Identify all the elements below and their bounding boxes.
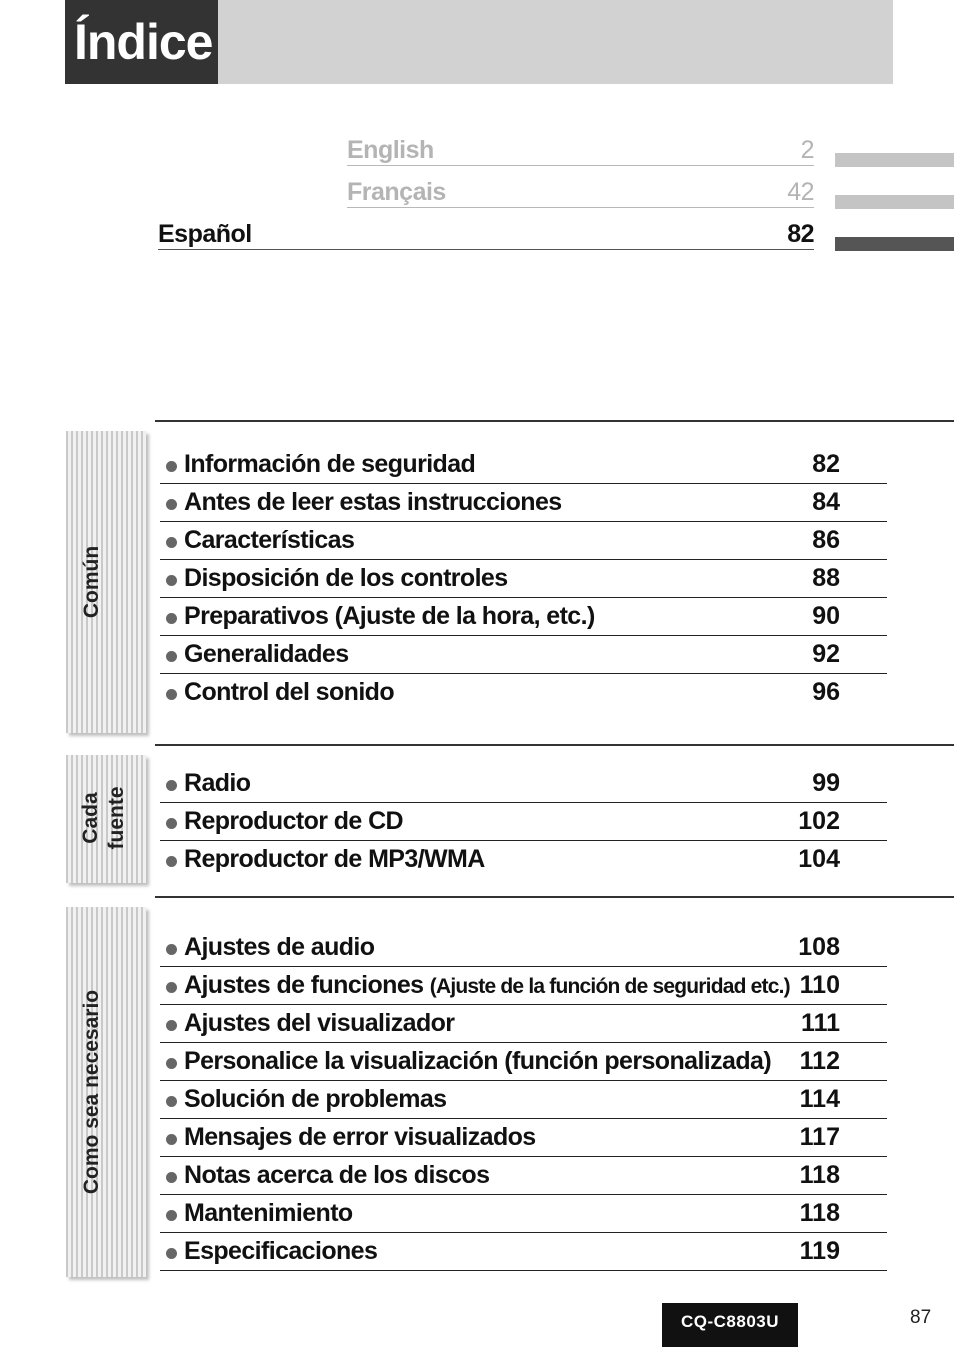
toc-item-title: Control del sonido	[184, 678, 395, 706]
bullet-icon	[166, 613, 177, 624]
toc-item-title: Reproductor de CD	[184, 807, 403, 835]
bullet-icon	[166, 944, 177, 955]
toc-item-title: Especificaciones	[184, 1237, 378, 1265]
toc-item-title: Reproductor de MP3/WMA	[184, 845, 485, 873]
toc-item-page: 102	[798, 807, 840, 835]
toc-item-subtitle: (Ajuste de la función de seguridad etc.)	[429, 975, 790, 998]
bullet-icon	[166, 689, 177, 700]
bullet-icon	[166, 780, 177, 791]
toc-item-page: 88	[812, 564, 840, 592]
language-label: Español	[158, 220, 252, 248]
toc-item-title: Radio	[184, 769, 251, 797]
toc-item[interactable]	[160, 598, 887, 636]
toc-item-page: 82	[812, 450, 840, 478]
toc-item-title: Características	[184, 526, 355, 554]
toc-item[interactable]	[160, 1005, 887, 1043]
page-number: 87	[910, 1307, 932, 1328]
toc-item-title: Ajustes del visualizador	[184, 1009, 455, 1037]
toc-item-page: 84	[812, 488, 840, 516]
language-row-english[interactable]	[347, 136, 814, 166]
toc-item-title: Notas acerca de los discos	[184, 1161, 490, 1189]
language-page: 2	[800, 136, 814, 164]
bullet-icon	[166, 461, 177, 472]
section-label-line: Cada	[79, 792, 102, 844]
language-tab-english	[835, 153, 954, 167]
toc-item-page: 90	[812, 602, 840, 630]
toc-item[interactable]	[160, 1233, 887, 1271]
section-label-line: fuente	[105, 786, 128, 850]
bullet-icon	[166, 537, 177, 548]
toc-item[interactable]	[160, 1157, 887, 1195]
language-label: English	[347, 136, 434, 164]
section-rule	[155, 420, 954, 422]
language-label: Français	[347, 178, 446, 206]
toc-item-page: 118	[799, 1199, 840, 1227]
language-row-espanol[interactable]	[158, 220, 814, 250]
toc-item-title: Personalice la visualización (función personalizada)	[184, 1047, 772, 1075]
section-label-comun: Común	[80, 545, 103, 619]
toc-item[interactable]	[160, 1081, 887, 1119]
toc-item[interactable]	[160, 803, 887, 841]
section-rule	[155, 744, 954, 746]
toc-item[interactable]	[160, 1043, 887, 1081]
bullet-icon	[166, 1020, 177, 1031]
bullet-icon	[166, 1210, 177, 1221]
toc-item[interactable]	[160, 522, 887, 560]
toc-item[interactable]	[160, 484, 887, 522]
model-badge: CQ-C8803U	[662, 1303, 798, 1347]
toc-item-page: 110	[799, 971, 840, 999]
bullet-icon	[166, 1172, 177, 1183]
toc-item-title: Mantenimiento	[184, 1199, 353, 1227]
section-tab-como-sea-necesario	[66, 907, 146, 1277]
section-tab-comun	[66, 431, 146, 733]
bullet-icon	[166, 818, 177, 829]
bullet-icon	[166, 1134, 177, 1145]
toc-item-title: Solución de problemas	[184, 1085, 447, 1113]
toc-item-page: 114	[799, 1085, 840, 1113]
section-label-como-sea-necesario: Como sea necesario	[80, 989, 103, 1195]
toc-item[interactable]	[160, 967, 887, 1005]
section-label-cada-fuente	[78, 787, 130, 850]
toc-item-page: 96	[812, 678, 840, 706]
toc-item[interactable]	[160, 1119, 887, 1157]
toc-item-page: 111	[801, 1009, 840, 1037]
toc-item-title: Mensajes de error visualizados	[184, 1123, 536, 1151]
language-tab-espanol	[835, 237, 954, 251]
toc-item-title: Información de seguridad	[184, 450, 476, 478]
toc-item-title	[184, 971, 790, 1000]
toc-item-title: Preparativos (Ajuste de la hora, etc.)	[184, 602, 595, 630]
toc-item-page: 117	[799, 1123, 840, 1151]
toc-item-page: 92	[812, 640, 840, 668]
toc-item-page: 118	[799, 1161, 840, 1189]
section-rule	[155, 896, 954, 898]
toc-item-title: Generalidades	[184, 640, 349, 668]
bullet-icon	[166, 1096, 177, 1107]
toc-item-page: 108	[798, 933, 840, 961]
toc-item[interactable]	[160, 841, 887, 879]
bullet-icon	[166, 575, 177, 586]
toc-item[interactable]	[160, 929, 887, 967]
toc-item-title: Antes de leer estas instrucciones	[184, 488, 562, 516]
language-page: 42	[787, 178, 814, 206]
toc-item-title: Ajustes de audio	[184, 933, 375, 961]
bullet-icon	[166, 1248, 177, 1259]
toc-item[interactable]	[160, 674, 887, 712]
bullet-icon	[166, 982, 177, 993]
toc-item-page: 99	[812, 769, 840, 797]
page-title: Índice	[65, 0, 218, 84]
toc-item-main: Ajustes de funciones	[184, 971, 430, 999]
toc-item[interactable]	[160, 765, 887, 803]
toc-item-page: 112	[799, 1047, 840, 1075]
toc-item-page: 104	[798, 845, 840, 873]
bullet-icon	[166, 499, 177, 510]
toc-item[interactable]	[160, 636, 887, 674]
language-tab-francais	[835, 195, 954, 209]
bullet-icon	[166, 856, 177, 867]
toc-item-page: 119	[799, 1237, 840, 1265]
toc-item-page: 86	[812, 526, 840, 554]
language-page: 82	[787, 220, 814, 248]
bullet-icon	[166, 1058, 177, 1069]
toc-item-title: Disposición de los controles	[184, 564, 508, 592]
toc-item[interactable]	[160, 560, 887, 598]
language-row-francais[interactable]	[347, 178, 814, 208]
bullet-icon	[166, 651, 177, 662]
toc-item[interactable]	[160, 446, 887, 484]
toc-item[interactable]	[160, 1195, 887, 1233]
